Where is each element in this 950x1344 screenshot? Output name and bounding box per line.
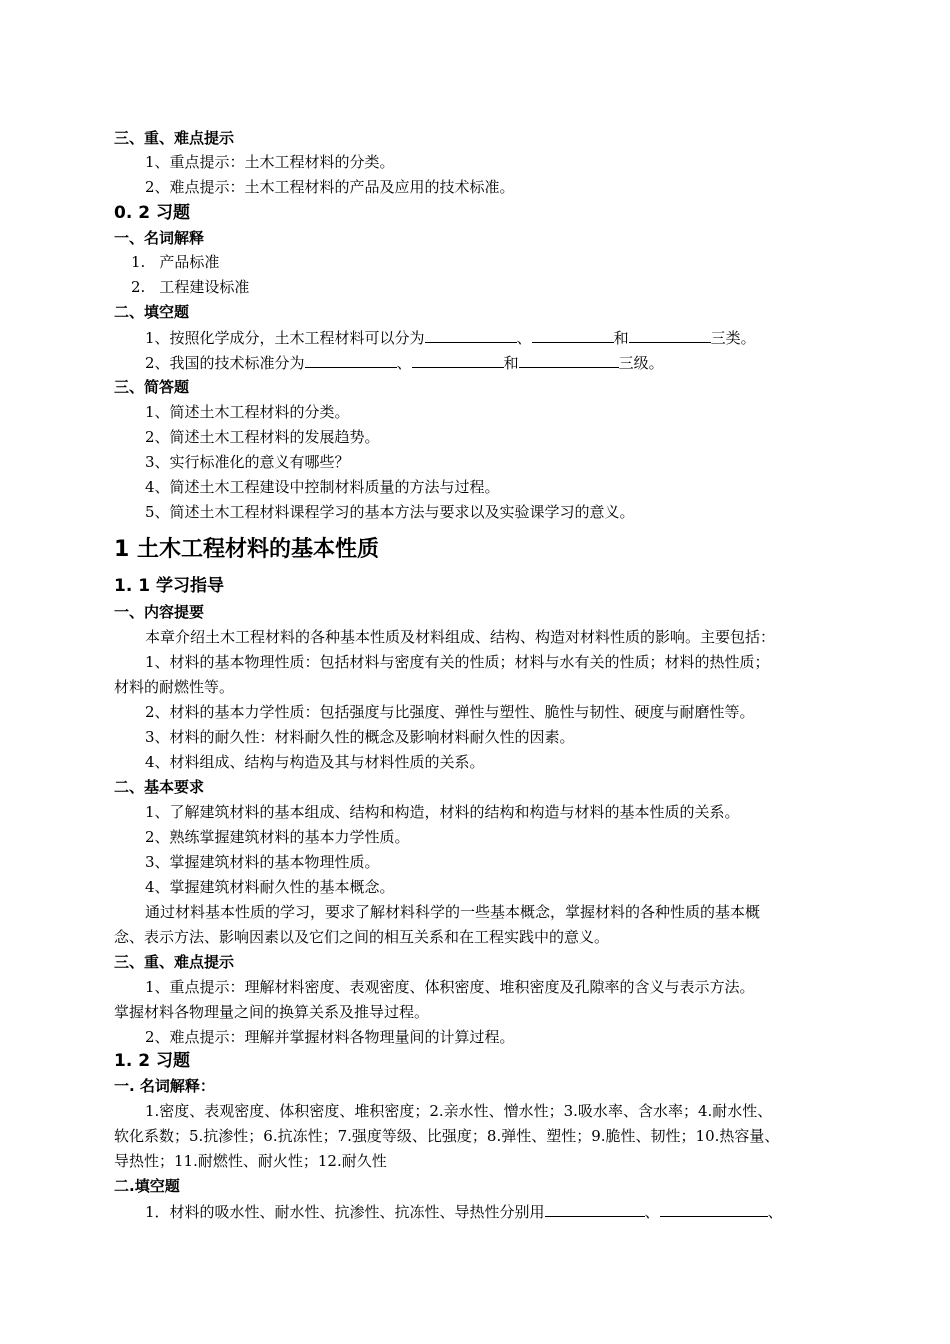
question-text: 2、我国的技术标准分为: [145, 354, 305, 372]
terms-line: 导热性；11.耐燃性、耐火性；12.耐久性: [114, 1152, 387, 1170]
answer-blank: [412, 352, 504, 368]
paragraph-line: 2、材料的基本力学性质：包括强度与比强度、弹性与塑性、脆性与韧性、硬度与耐磨性等。: [145, 703, 755, 721]
section-heading-terms: 一. 名词解释：: [114, 1077, 215, 1095]
answer-blank: [519, 352, 619, 368]
term-item: [131, 277, 249, 297]
question-end: 三级。: [618, 354, 664, 372]
short-answer-item: 5、简述土木工程材料课程学习的基本方法与要求以及实验课学习的意义。: [145, 503, 635, 521]
paragraph-line: 材料的耐燃性等。: [114, 678, 235, 696]
paragraph-line: 3、材料的耐久性：材料耐久性的概念及影响材料耐久性的因素。: [145, 728, 575, 746]
answer-blank: [660, 1201, 768, 1217]
separator: 、: [396, 354, 412, 372]
question-end: 三类。: [710, 329, 756, 347]
short-answer-item: 3、实行标准化的意义有哪些？: [145, 453, 350, 471]
section-heading-fill-blank: 二.填空题: [114, 1177, 180, 1195]
answer-blank: [545, 1201, 645, 1217]
section-heading-short-answer: 三、简答题: [114, 378, 190, 396]
requirement-item: 1、了解建筑材料的基本组成、结构和构造，材料的结构和构造与材料的基本性质的关系。: [145, 803, 740, 821]
separator: 和: [613, 329, 629, 347]
paragraph-line: 掌握材料各物理量之间的换算关系及推导过程。: [114, 1003, 430, 1021]
separator: 、: [644, 1203, 660, 1221]
exercise-title-0-2: 0. 2 习题: [114, 203, 190, 223]
requirement-item: 3、掌握建筑材料的基本物理性质。: [145, 853, 380, 871]
term-text: 工程建设标准: [159, 278, 250, 296]
exercise-title-1-2: 1. 2 习题: [114, 1051, 190, 1071]
short-answer-item: 4、简述土木工程建设中控制材料质量的方法与过程。: [145, 478, 500, 496]
paragraph-line: 本章介绍土木工程材料的各种基本性质及材料组成、结构、构造对材料性质的影响。主要包括：: [145, 628, 776, 646]
answer-blank: [532, 327, 614, 343]
fill-blank-question: [145, 352, 664, 373]
chapter-title: 1 土木工程材料的基本性质: [114, 537, 379, 562]
question-text: 1．材料的吸水性、耐水性、抗渗性、抗冻性、导热性分别用: [145, 1203, 545, 1221]
difficult-point-item: 2、难点提示：理解并掌握材料各物理量间的计算过程。: [145, 1028, 515, 1046]
requirement-item: 2、熟练掌握建筑材料的基本力学性质。: [145, 828, 410, 846]
term-number: 1.: [131, 253, 146, 271]
key-point-item: 1、重点提示：土木工程材料的分类。: [145, 153, 395, 171]
guide-title-1-1: 1. 1 学习指导: [114, 576, 224, 596]
requirement-item: 4、掌握建筑材料耐久性的基本概念。: [145, 878, 395, 896]
short-answer-item: 1、简述土木工程材料的分类。: [145, 403, 350, 421]
section-heading-content: 一、内容提要: [114, 603, 205, 621]
fill-blank-question: [145, 327, 756, 348]
question-text: 1、按照化学成分，土木工程材料可以分为: [145, 329, 425, 347]
answer-blank: [629, 327, 711, 343]
key-point-item: 1、重点提示：理解材料密度、表观密度、体积密度、堆积密度及孔隙率的含义与表示方法。: [145, 978, 755, 996]
section-heading-requirements: 二、基本要求: [114, 778, 205, 796]
term-item: [131, 252, 219, 272]
separator: 、: [767, 1203, 783, 1221]
answer-blank: [425, 327, 517, 343]
separator: 、: [516, 329, 532, 347]
section-heading-fill-blank: 二、填空题: [114, 303, 190, 321]
section-heading-terms: 一、名词解释: [114, 229, 205, 247]
section-heading-key-points: 三、重、难点提示: [114, 129, 235, 147]
terms-line: 软化系数；5.抗渗性；6.抗冻性；7.强度等级、比强度；8.弹性、塑性；9.脆性、韧性；10.热容量、: [114, 1127, 780, 1145]
section-heading-key-points: 三、重、难点提示: [114, 953, 235, 971]
paragraph-line: 念、表示方法、影响因素以及它们之间的相互关系和在工程实践中的意义。: [114, 928, 610, 946]
answer-blank: [305, 352, 397, 368]
term-text: 产品标准: [159, 253, 220, 271]
fill-blank-question: [145, 1201, 783, 1222]
paragraph-line: 通过材料基本性质的学习，要求了解材料科学的一些基本概念，掌握材料的各种性质的基本概: [145, 903, 761, 921]
term-number: 2.: [131, 278, 146, 296]
short-answer-item: 2、简述土木工程材料的发展趋势。: [145, 428, 380, 446]
separator: 和: [503, 354, 519, 372]
paragraph-line: 1、材料的基本物理性质：包括材料与密度有关的性质；材料与水有关的性质；材料的热性质；: [145, 653, 770, 671]
difficult-point-item: 2、难点提示：土木工程材料的产品及应用的技术标准。: [145, 178, 515, 196]
paragraph-line: 4、材料组成、结构与构造及其与材料性质的关系。: [145, 753, 485, 771]
terms-line: 1.密度、表观密度、体积密度、堆积密度；2.亲水性、憎水性；3.吸水率、含水率；4.耐水性、: [145, 1102, 773, 1120]
